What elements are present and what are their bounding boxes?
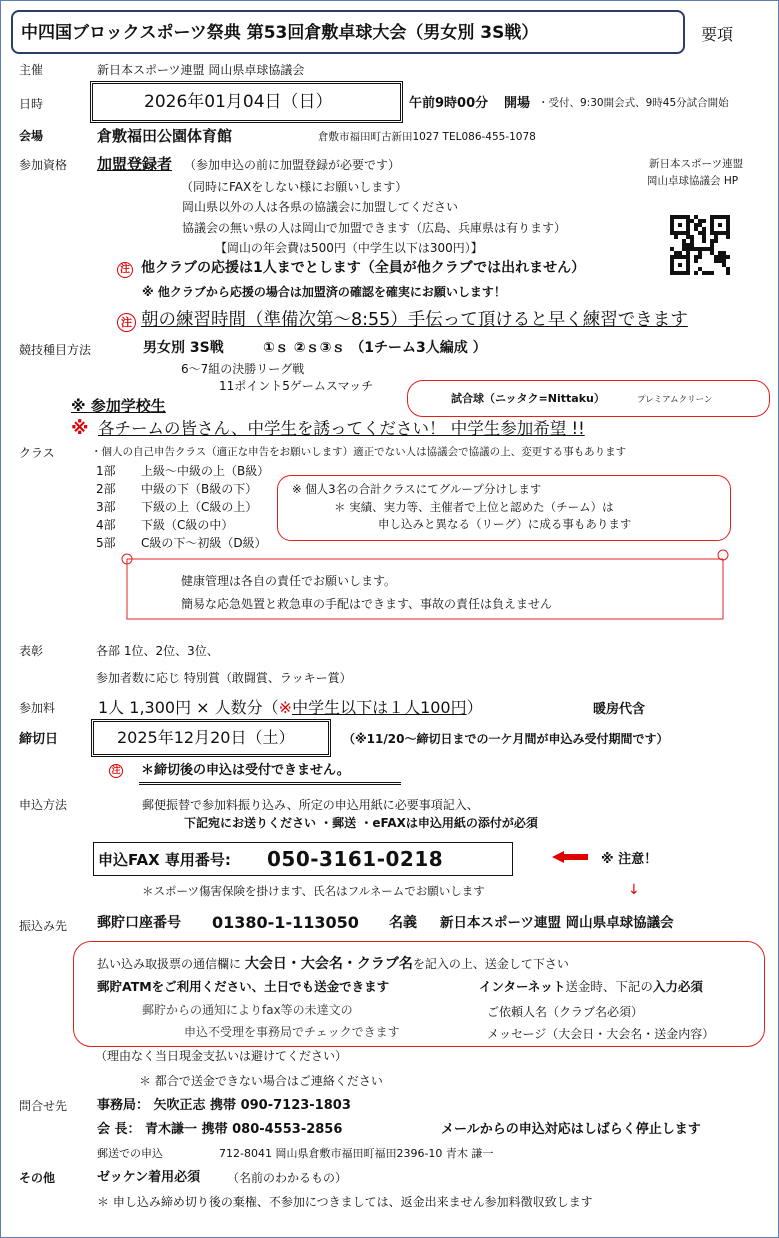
eligibility-head: 加盟登録者 <box>97 155 173 173</box>
no-cash-note: （理由なく当日現金支払いは避けてください） <box>95 1049 348 1063</box>
contact-chair: 会 長： 青木謙一 携帯 080-4553-2856 <box>97 1122 343 1137</box>
deadline-label: 締切日 <box>19 732 59 747</box>
class-desc: 下級の上（C級の上） <box>141 500 258 514</box>
note-support-limit: 他クラブの応援は1人までとします（全員が他クラブでは出れません） <box>141 260 586 276</box>
open-label: 開場 <box>504 96 531 111</box>
fee-mark: ※ <box>278 698 293 717</box>
contact-label: 問合せ先 <box>19 1099 68 1113</box>
qr-code-icon[interactable] <box>670 215 730 275</box>
class-name: 5部 <box>96 536 116 550</box>
account-label: 郵貯口座番号 <box>97 915 181 931</box>
fee-main: 1人 1,300円 × 人数分（ <box>98 698 279 717</box>
organizer-label: 主催 <box>19 63 44 77</box>
hp-label-2: 岡山卓球協議会 HP <box>647 175 739 187</box>
fee-label: 参加料 <box>19 701 56 715</box>
note-mark-2: 注 <box>117 313 136 332</box>
venue-label: 会場 <box>19 129 44 143</box>
mail-label: 郵送での申込 <box>97 1147 163 1160</box>
datetime-label: 日時 <box>19 97 44 111</box>
invite-mark: ※ <box>71 418 89 439</box>
down-arrow-icon: ↓ <box>628 882 640 898</box>
class-desc: C級の下〜初級（D級） <box>141 536 267 550</box>
internet-c: 入力必須 <box>652 979 703 994</box>
events-main: 男女別 3S戦 <box>143 340 224 356</box>
insurance-note: ＊スポーツ傷害保険を掛けます、氏名はフルネームでお願いします <box>142 884 485 898</box>
events-label: 競技種目方法 <box>19 343 92 357</box>
organizer-value: 新日本スポーツ連盟 岡山県卓球協議会 <box>97 63 305 77</box>
payment-box-line-1 <box>97 956 569 973</box>
health-line-1: 健康管理は各自の責任でお願いします。 <box>181 574 397 588</box>
fax-label: 申込FAX 専用番号: <box>98 851 231 869</box>
class-name: 2部 <box>96 482 116 496</box>
atm-note: 郵貯ATMをご利用ください、土日でも送金できます <box>97 979 390 994</box>
notice-line-2: 申込不受理を事務局でチェックできます <box>184 1025 400 1039</box>
events-line-2: 11ポイント5ゲームスマッチ <box>219 379 374 393</box>
contact-office: 事務局： 矢吹正志 携帯 090-7123-1803 <box>97 1098 351 1113</box>
internet-b: 送金時、下記の <box>565 979 653 994</box>
class-note-1: ※ 個人3名の合計クラスにてグループ分けします <box>292 482 542 496</box>
note-mark-1: 注 <box>117 262 133 278</box>
class-name: 3部 <box>96 500 116 514</box>
payment-box-line-1b: 大会日・大会名・クラブ名 <box>244 956 413 972</box>
other-label: その他 <box>19 1171 56 1185</box>
note-support-confirm: ※ 他クラブから応援の場合は加盟済の確認を確実にお願いします！ <box>142 285 506 299</box>
payment-box-line-1c: を記入の上、送金して下さい <box>412 957 569 971</box>
note-morning-practice: 朝の練習時間（準備次第〜8:55）手伝って頂けると早く練習できます <box>141 310 688 330</box>
refund-note: ＊ 申し込み締め切り後の棄権、不参加につきましては、返金出来ません参加料徴収致します <box>97 1195 593 1209</box>
eligibility-line-1: （同時にFAXをしない様にお願いします） <box>181 180 408 194</box>
deadline-note: （※11/20〜締切日までの一ケ月間が申込み受付期間です） <box>343 732 669 746</box>
application-label: 申込方法 <box>19 798 68 812</box>
title-suffix: 要項 <box>701 25 734 44</box>
eligibility-label: 参加資格 <box>19 158 68 172</box>
classes-intro: ・個人の自己申告クラス（適正な申告をお願いします）適正でない人は協議会で協議の上、変更する事もあります <box>91 446 627 458</box>
school-note: ※ 参加学校生 <box>71 397 166 415</box>
events-line-1: 6〜7組の決勝リーグ戦 <box>181 362 305 376</box>
fee-extra: 暖房代含 <box>593 702 646 717</box>
application-line-1: 郵便振替で参加料振り込み、所定の申込用紙に必要事項記入、 <box>142 798 479 812</box>
internet-a: インターネット <box>479 979 566 994</box>
account-name: 新日本スポーツ連盟 岡山県卓球協議会 <box>440 915 674 931</box>
event-date: 2026年01月04日（日） <box>144 92 333 112</box>
class-desc: 中級の下（B級の下） <box>141 482 258 496</box>
hp-label-1: 新日本スポーツ連盟 <box>649 158 744 170</box>
deadline-warn: ＊締切後の申込は受付できません。 <box>141 763 350 778</box>
awards-line-1: 各部 1位、2位、3位、 <box>96 644 219 658</box>
notice-line-1: 郵貯からの通知によりfax等の未達文の <box>142 1003 353 1017</box>
classes-label: クラス <box>19 446 55 460</box>
contact-if-note: ＊ 都合で送金できない場合はご連絡ください <box>139 1074 383 1088</box>
class-note-3: 申し込みと異なる（リーグ）に成る事もあります <box>378 517 632 531</box>
application-line-2: 下記宛にお送りください ・郵送 ・eFAXは申込用紙の添付が必須 <box>184 816 538 830</box>
events-format: ①ｓ ②ｓ③ｓ （1チーム3人編成 ） <box>263 340 487 356</box>
attention: ※ 注意！ <box>601 852 658 867</box>
bib-detail: （名前のわかるもの） <box>227 1171 348 1185</box>
eligibility-head-note: （参加申込の前に加盟登録が必要です） <box>184 158 401 172</box>
class-desc: 下級（C級の中） <box>141 518 234 532</box>
warn-mark: 注 <box>109 764 123 778</box>
eligibility-line-4: 【岡山の年会費は500円（中学生以下は300円）】 <box>215 241 483 255</box>
class-note-2: ＊ 実績、実力等、主催者で上位と認めた（チーム）は <box>334 500 614 514</box>
class-name: 4部 <box>96 518 116 532</box>
bib-note: ゼッケン着用必須 <box>97 1170 201 1185</box>
fee-close: ） <box>466 698 483 717</box>
payment-label: 振込み先 <box>19 919 68 933</box>
awards-label: 表彰 <box>19 644 44 658</box>
account-name-label: 名義 <box>389 915 417 931</box>
fax-number: 050-3161-0218 <box>267 847 444 871</box>
requester-note: ご依頼人名（クラブ名必須） <box>487 1005 644 1019</box>
time-detail: ・受付、9:30開会式、9時45分試合開始 <box>538 97 729 109</box>
page-title: 中四国ブロックスポーツ祭典 第53回倉敷卓球大会（男女別 3S戦） <box>21 23 539 43</box>
invite-junior: 各チームの皆さん、中学生を誘ってください！ 中学生参加希望 !! <box>98 419 585 438</box>
deadline-date: 2025年12月20日（土） <box>117 728 295 747</box>
internet-note <box>479 979 703 994</box>
awards-line-2: 参加者数に応じ 特別賞（敢闘賞、ラッキー賞） <box>96 671 352 685</box>
eligibility-line-3: 協議会の無い県の人は岡山で加盟できます（広島、兵庫県は有ります） <box>182 221 567 235</box>
arrow-left-icon <box>552 851 588 863</box>
ball-sub: プレミアムクリーン <box>637 395 713 405</box>
ball-label: 試合球（ニッタク=Nittaku） <box>451 392 605 405</box>
message-note: メッセージ（大会日・大会名・送金内容） <box>487 1027 715 1041</box>
start-time: 午前9時00分 <box>409 96 489 111</box>
class-name: 1部 <box>96 464 116 478</box>
email-note: メールからの申込対応はしばらく停止します <box>441 1122 701 1137</box>
account-number: 01380-1-113050 <box>212 913 359 932</box>
fee-junior: 中学生以下は１人100円 <box>292 698 467 717</box>
class-desc: 上級〜中級の上（B級） <box>141 464 270 478</box>
venue-name: 倉敷福田公園体育館 <box>97 127 233 145</box>
mail-address: 712-8041 岡山県倉敷市福田町福田2396-10 青木 謙一 <box>219 1147 494 1160</box>
health-line-2: 簡易な応急処置と救急車の手配はできます、事故の責任は負えません <box>181 597 553 611</box>
deadline-warn-underline <box>139 782 401 785</box>
venue-address: 倉敷市福田町古新田1027 TEL086-455-1078 <box>318 131 536 143</box>
payment-box-line-1a: 払い込み取扱票の通信欄に <box>97 957 242 971</box>
fee-line <box>98 698 483 717</box>
eligibility-line-2: 岡山県以外の人は各県の協議会に加盟してください <box>182 200 459 214</box>
